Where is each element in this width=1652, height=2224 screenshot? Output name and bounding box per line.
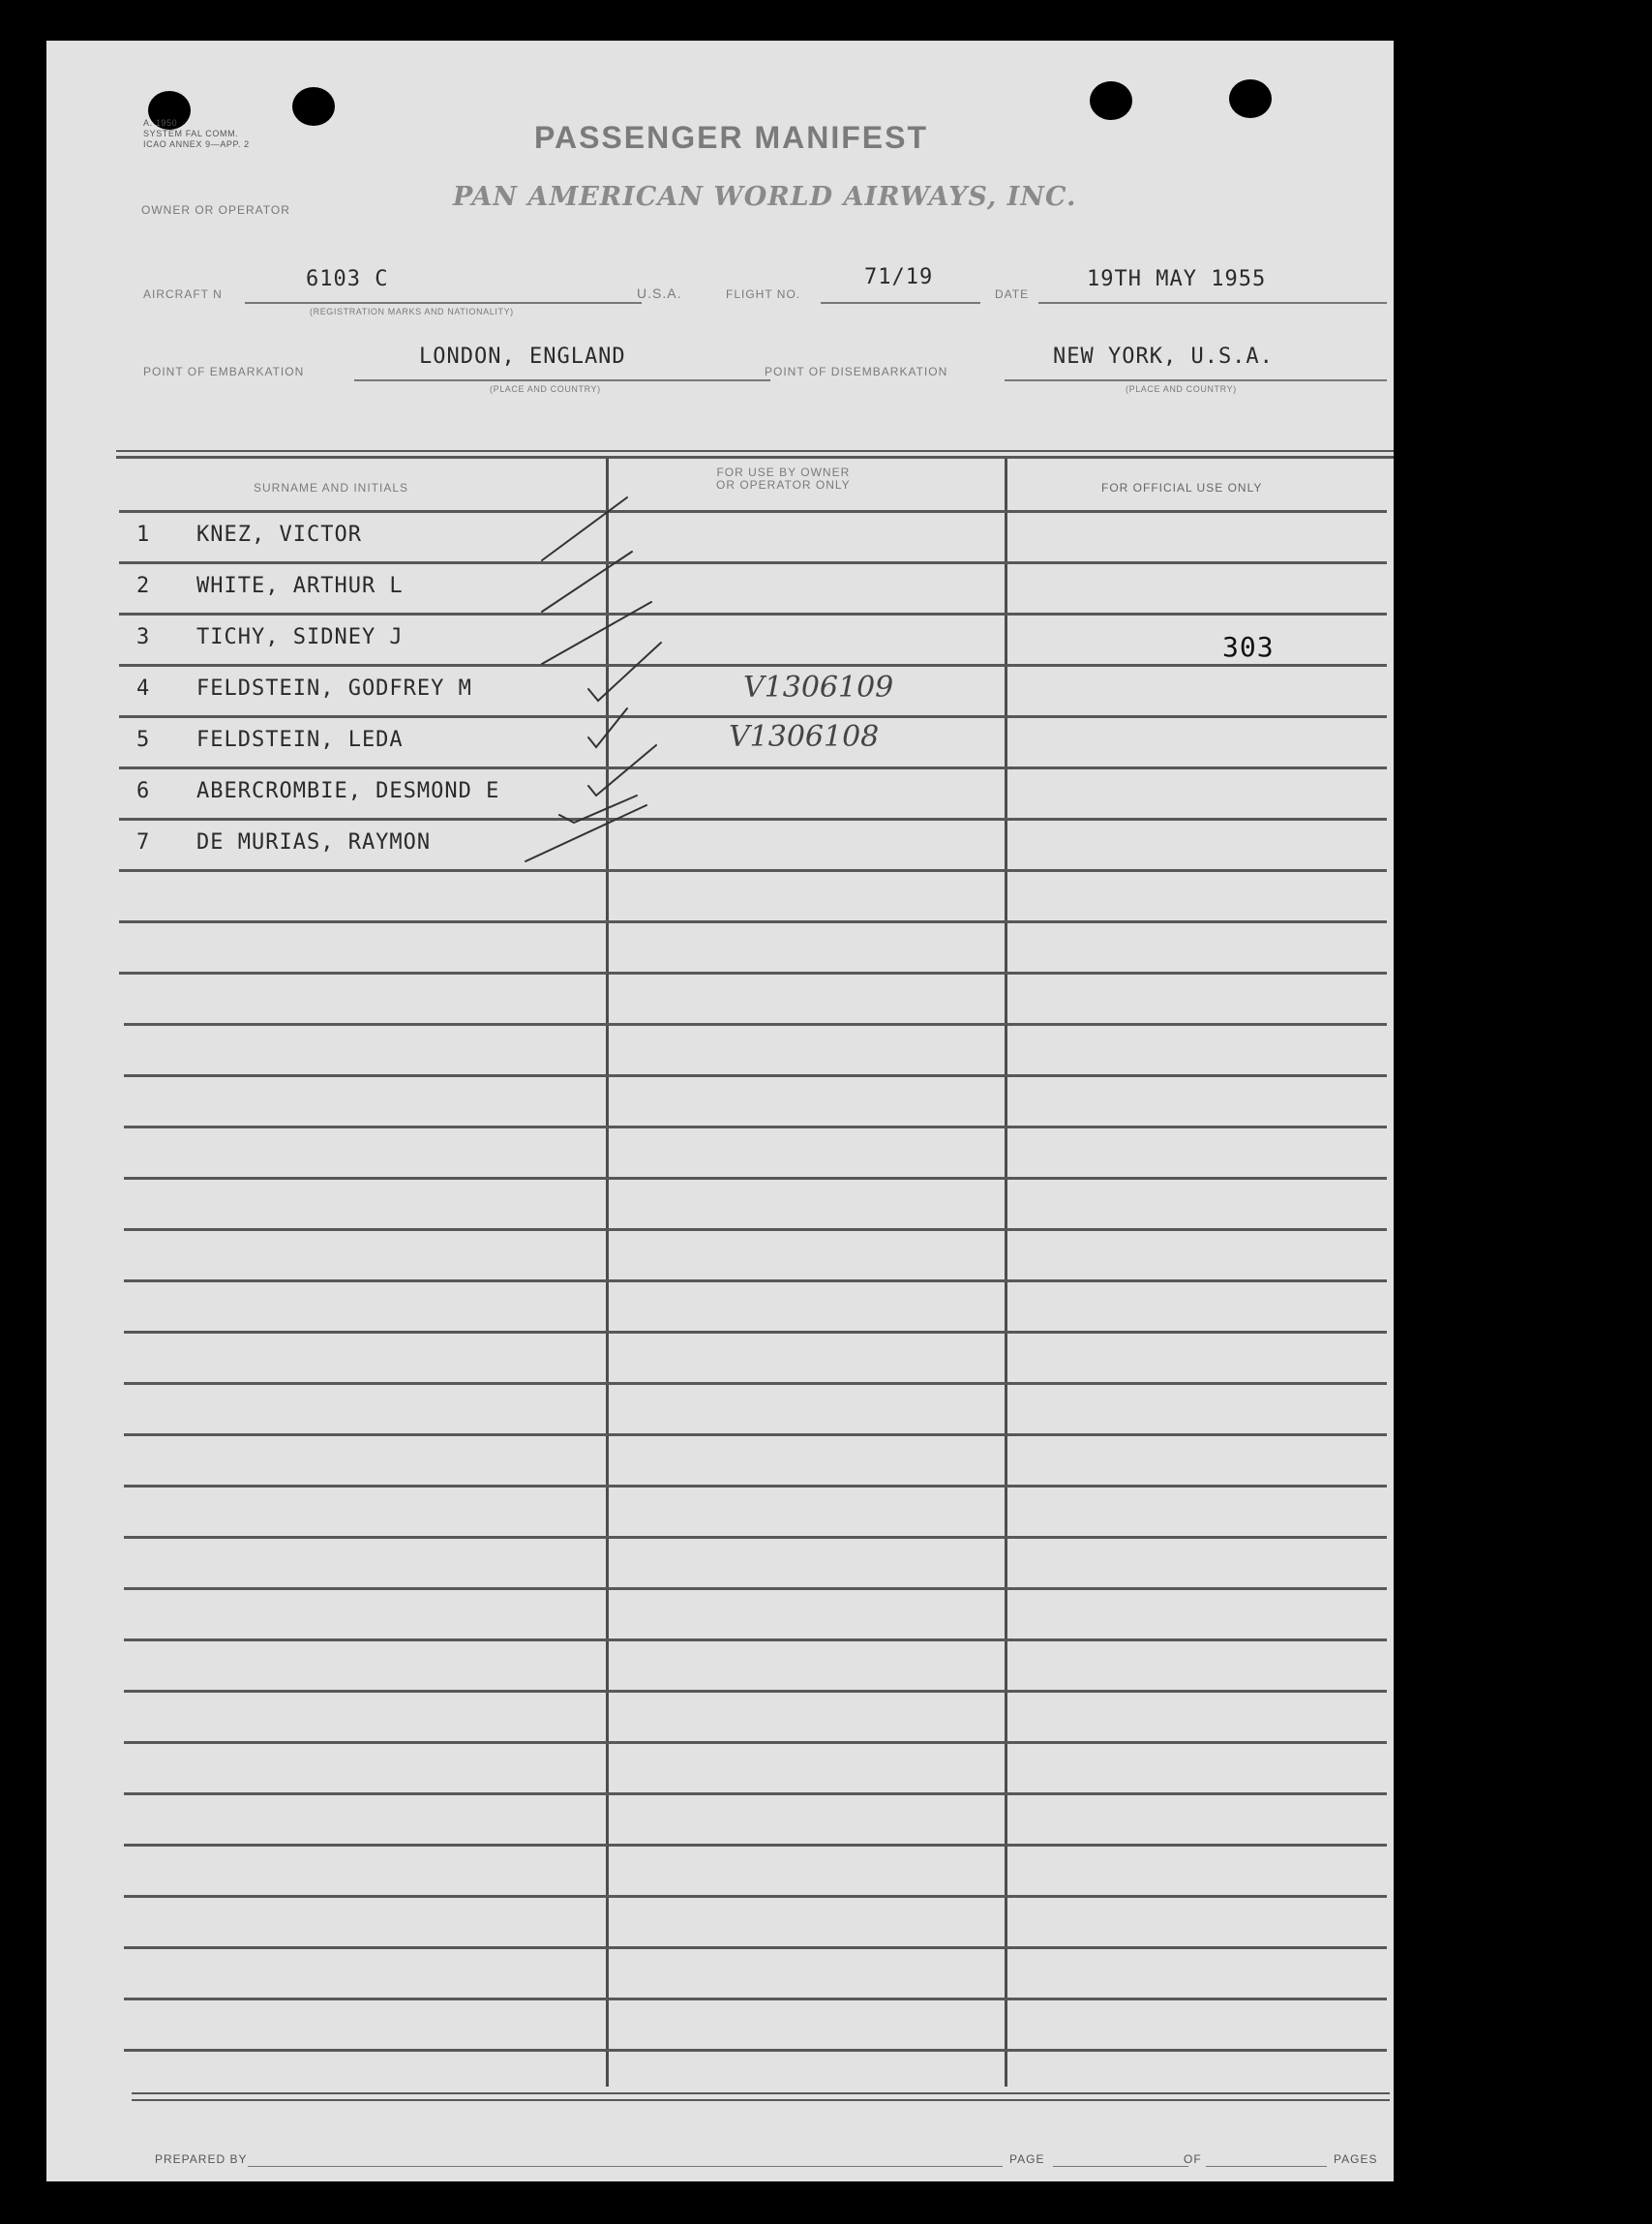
row-number: 3 — [136, 625, 151, 649]
check-mark — [588, 745, 656, 796]
check-mark — [526, 805, 646, 861]
column-header-owner-line: OR OPERATOR ONLY — [716, 478, 851, 492]
disembarkation-label: POINT OF DISEMBARKATION — [765, 365, 948, 378]
owner-operator-label: OWNER OR OPERATOR — [141, 203, 290, 217]
embarkation-label: POINT OF EMBARKATION — [143, 365, 305, 378]
row-number: 1 — [136, 523, 151, 547]
form-ref-line: ICAO ANNEX 9—APP. 2 — [143, 139, 250, 149]
of-underline — [1206, 2166, 1327, 2167]
column-header-surname: SURNAME AND INITIALS — [254, 481, 409, 495]
column-header-official: FOR OFFICIAL USE ONLY — [1101, 481, 1263, 495]
place-country-note: (PLACE AND COUNTRY) — [490, 384, 601, 394]
page-label: PAGE — [1009, 2152, 1045, 2166]
row-number: 2 — [136, 574, 151, 598]
passenger-name: KNEZ, VICTOR — [196, 523, 362, 547]
prepared-by-underline — [248, 2166, 1003, 2167]
flight-no-label: FLIGHT NO. — [726, 287, 801, 301]
column-header-owner-line: FOR USE BY OWNER — [716, 466, 851, 479]
check-mark — [588, 643, 661, 701]
form-ref-line: A. 1950 — [143, 118, 178, 128]
passenger-name: TICHY, SIDNEY J — [196, 625, 404, 649]
check-mark — [542, 602, 651, 664]
embarkation-value: LONDON, ENGLAND — [419, 345, 626, 369]
passenger-name: ABERCROMBIE, DESMOND E — [196, 779, 500, 803]
passenger-name: WHITE, ARTHUR L — [196, 574, 404, 598]
official-note: 303 — [1222, 631, 1275, 663]
disembarkation-value: NEW YORK, U.S.A. — [1053, 345, 1274, 369]
prepared-by-label: PREPARED BY — [155, 2152, 248, 2166]
page-underline — [1053, 2166, 1188, 2167]
footer-rule — [132, 2099, 1390, 2101]
row-number: 6 — [136, 779, 151, 803]
manifest-sheet — [46, 41, 1394, 2181]
flight-no-value: 71/19 — [864, 265, 934, 289]
of-label: OF — [1184, 2152, 1202, 2166]
registration-note: (REGISTRATION MARKS AND NATIONALITY) — [310, 307, 514, 316]
row-number: 5 — [136, 728, 151, 752]
check-mark — [542, 552, 632, 612]
row-number: 7 — [136, 830, 151, 855]
date-label: DATE — [995, 287, 1030, 301]
row-number: 4 — [136, 676, 151, 701]
page-title: PASSENGER MANIFEST — [534, 120, 928, 155]
aircraft-value: 6103 C — [306, 267, 389, 291]
aircraft-label: AIRCRAFT N — [143, 287, 223, 301]
airline-name: PAN AMERICAN WORLD AIRWAYS, INC. — [453, 182, 1077, 212]
owner-note: V1306108 — [729, 720, 880, 754]
place-country-note: (PLACE AND COUNTRY) — [1126, 384, 1237, 394]
owner-note: V1306109 — [743, 671, 894, 705]
passenger-name: DE MURIAS, RAYMON — [196, 830, 432, 855]
check-mark — [559, 796, 637, 823]
pages-label: PAGES — [1334, 2152, 1378, 2166]
form-ref-line: SYSTEM FAL COMM. — [143, 129, 239, 138]
date-value: 19TH MAY 1955 — [1087, 267, 1267, 291]
check-mark — [542, 497, 627, 560]
footer-rule — [132, 2092, 1390, 2094]
passenger-name: FELDSTEIN, LEDA — [196, 728, 404, 752]
check-marks — [46, 41, 1394, 2181]
passenger-name: FELDSTEIN, GODFREY M — [196, 676, 472, 701]
usa-label: U.S.A. — [637, 286, 682, 301]
check-mark — [588, 708, 627, 747]
